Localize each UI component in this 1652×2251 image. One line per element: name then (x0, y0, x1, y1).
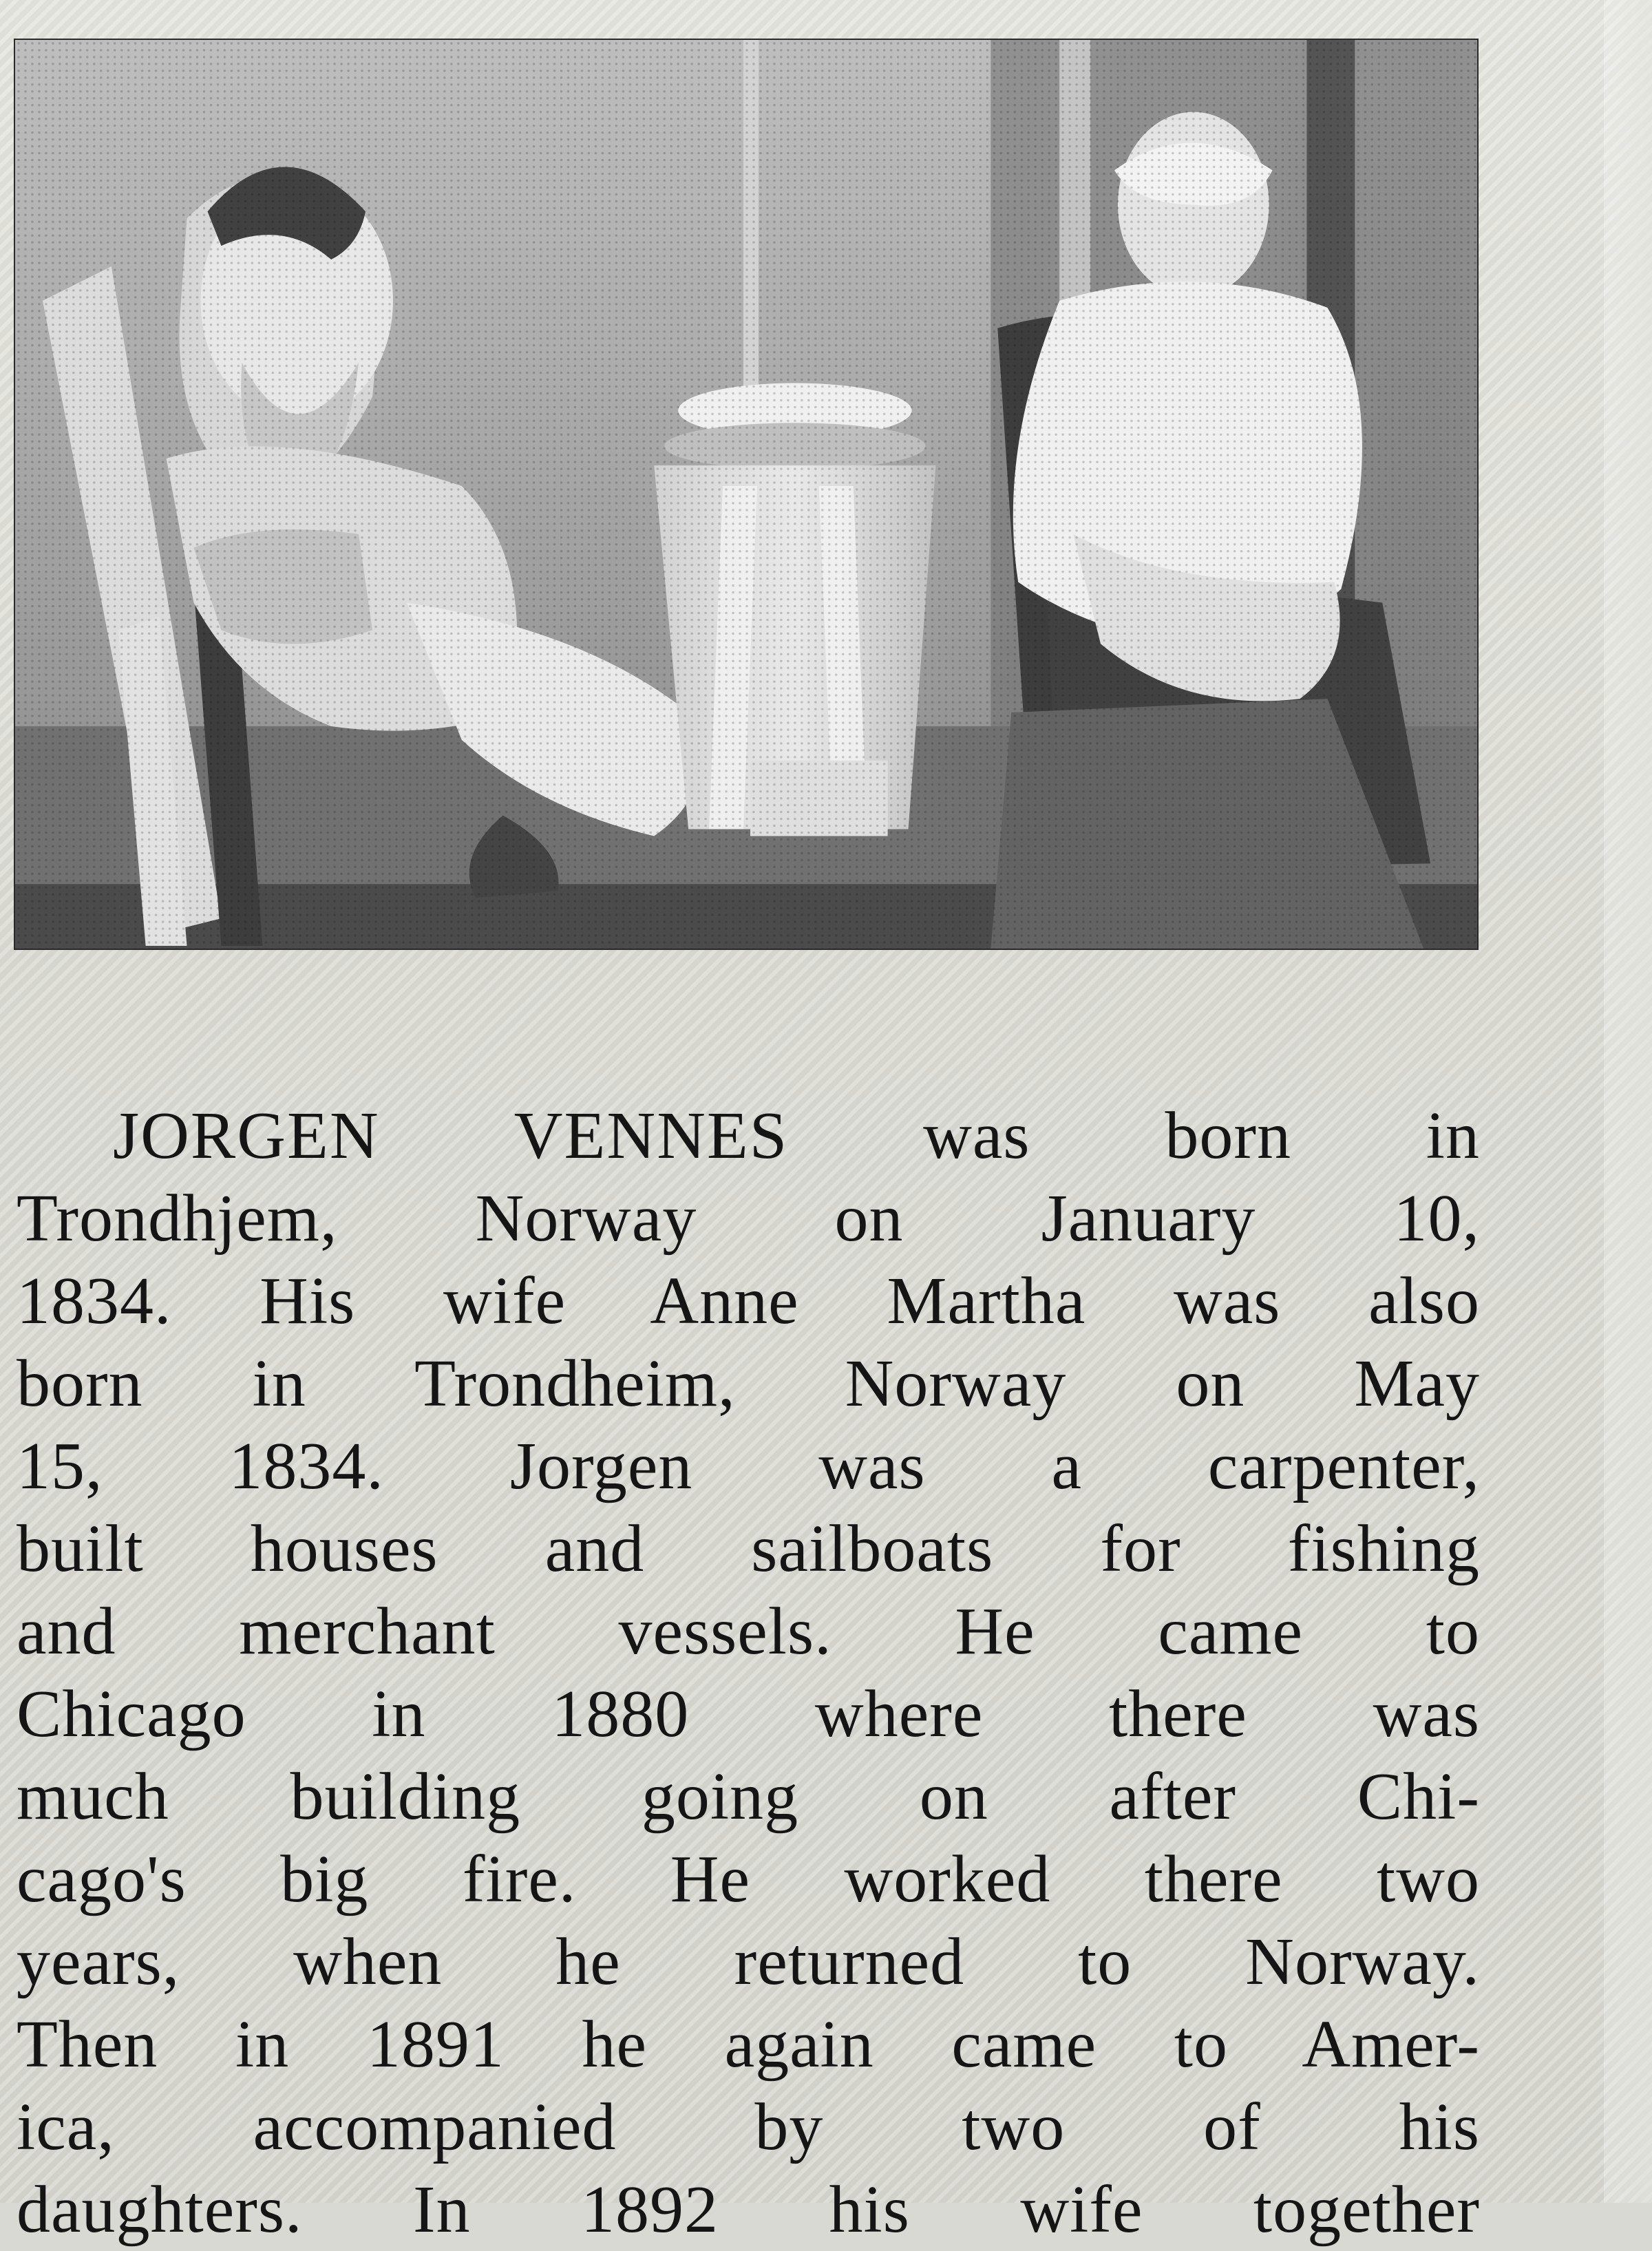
page-edge (1604, 0, 1652, 2203)
text-line-7: and merchant vessels. He came to (17, 1594, 1480, 1669)
text-line-9: much building going on after Chi- (17, 1759, 1480, 1834)
photo-image (15, 40, 1477, 949)
text-line-8: Chicago in 1880 where there was (17, 1677, 1480, 1751)
portrait-photograph (14, 39, 1479, 950)
text-line-2: Trondhjem, Norway on January 10, (17, 1181, 1480, 1256)
text-line-13: ica, accompanied by two of his (17, 2090, 1480, 2164)
text-line-14-cropped: daughters. In 1892 his wife together (17, 2173, 1480, 2247)
text-line-11: years, when he returned to Norway. (17, 1925, 1480, 1999)
text-line-4: born in Trondheim, Norway on May (17, 1346, 1480, 1421)
subject-name: JORGEN VENNES (113, 1099, 789, 1173)
text-line-5: 15, 1834. Jorgen was a carpenter, (17, 1429, 1480, 1503)
line-continuation: was born in (788, 1099, 1480, 1173)
text-line-10: cago's big fire. He worked there two (17, 1842, 1480, 1916)
text-line-6: built houses and sailboats for fishing (17, 1512, 1480, 1586)
biography-text (17, 1095, 1480, 2247)
text-line-3: 1834. His wife Anne Martha was also (17, 1264, 1480, 1338)
text-line-12: Then in 1891 he again came to Amer- (17, 2007, 1480, 2082)
text-line-1 (17, 1095, 1480, 1177)
